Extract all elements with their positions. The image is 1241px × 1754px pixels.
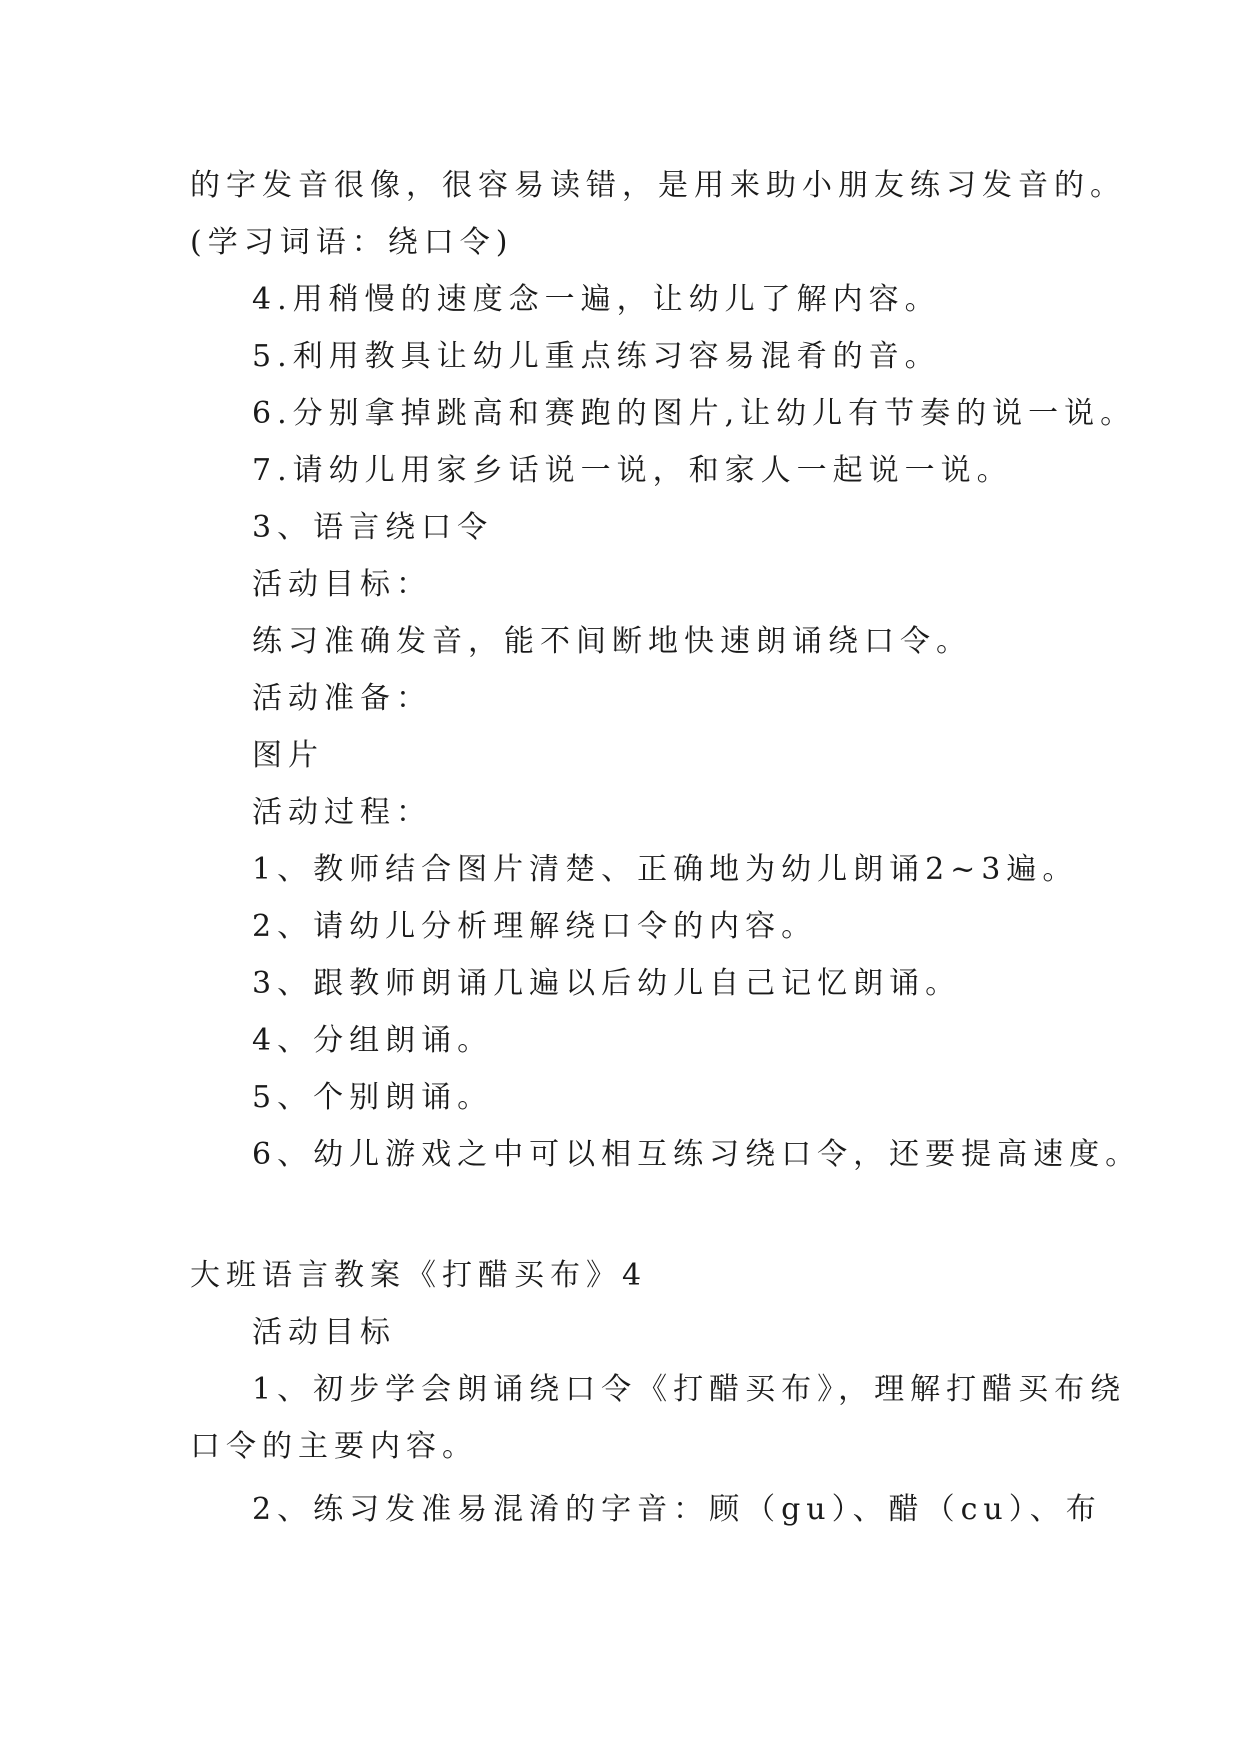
list-item: 4、分组朗诵。 <box>252 1023 494 1058</box>
subheading: 活动目标 <box>252 1315 396 1350</box>
section-title: 大班语言教案《打醋买布》4 <box>190 1258 648 1293</box>
list-item: 4.用稍慢的速度念一遍，让幼儿了解内容。 <box>252 282 941 317</box>
text-line: 练习准确发音，能不间断地快速朗诵绕口令。 <box>252 624 972 659</box>
list-item: 3、跟教师朗诵几遍以后幼儿自己记忆朗诵。 <box>252 966 962 1001</box>
list-item: 6、幼儿游戏之中可以相互练习绕口令，还要提高速度。 <box>252 1137 1142 1172</box>
list-item: 1、初步学会朗诵绕口令《打醋买布》，理解打醋买布绕 <box>252 1372 1127 1407</box>
list-item: 5、个别朗诵。 <box>252 1080 494 1115</box>
list-item: 5.利用教具让幼儿重点练习容易混肴的音。 <box>252 339 941 374</box>
list-item: 7.请幼儿用家乡话说一说，和家人一起说一说。 <box>252 453 1013 488</box>
list-item: 1、教师结合图片清楚、正确地为幼儿朗诵2~3遍。 <box>252 852 1079 887</box>
list-item: 2、请幼儿分析理解绕口令的内容。 <box>252 909 818 944</box>
text-line: (学习词语：绕口令) <box>190 225 514 260</box>
list-item: 2、练习发准易混淆的字音：顾（gu）、醋（cu）、布 <box>252 1492 1102 1527</box>
subheading: 活动准备： <box>252 681 432 716</box>
subheading: 活动目标： <box>252 567 432 602</box>
list-item: 6.分别拿掉跳高和赛跑的图片,让幼儿有节奏的说一说。 <box>252 396 1137 431</box>
section-heading: 3、语言绕口令 <box>252 510 494 545</box>
text-line: 的字发音很像，很容易读错，是用来助小朋友练习发音的。 <box>190 168 1126 203</box>
subheading: 活动过程： <box>252 795 432 830</box>
text-line: 图片 <box>252 738 324 773</box>
text-line: 口令的主要内容。 <box>190 1429 478 1464</box>
